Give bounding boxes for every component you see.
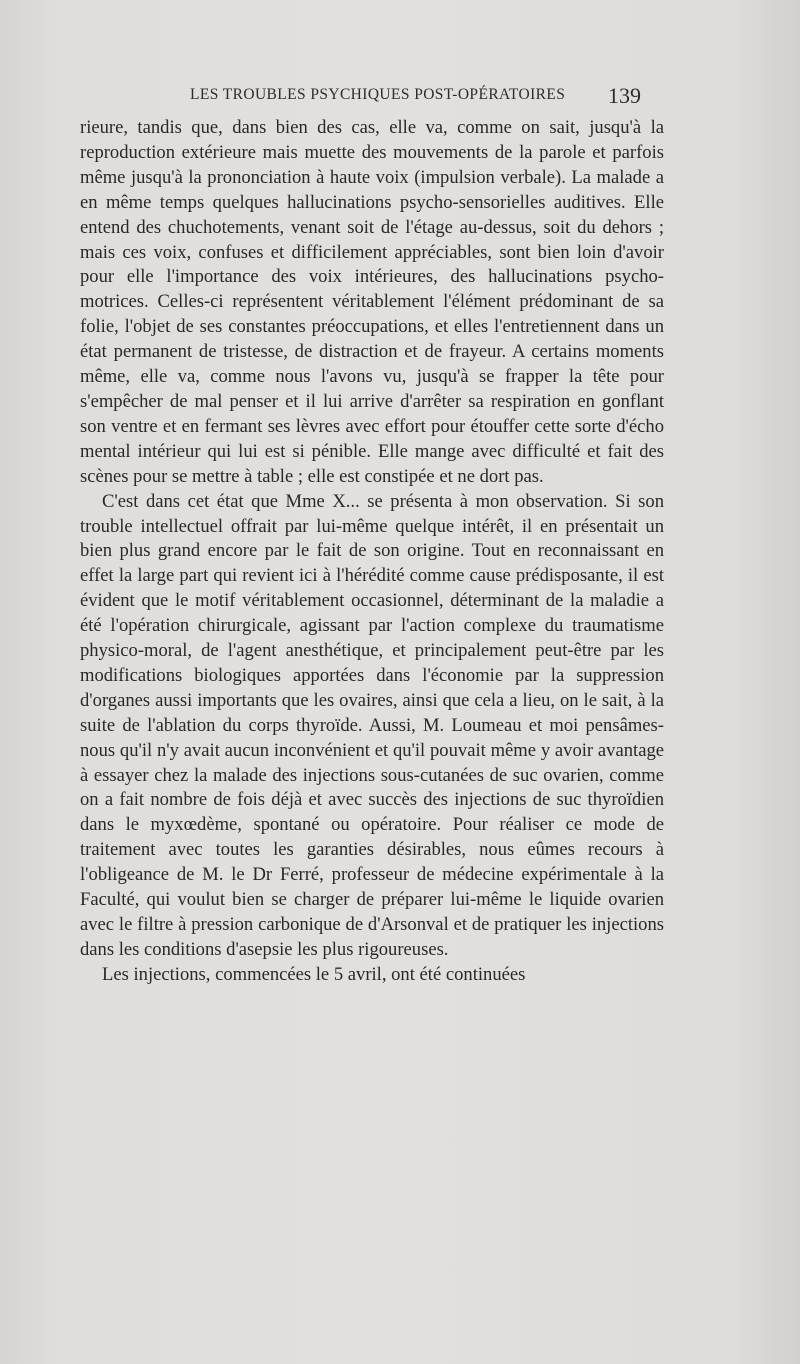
body-text [80,116,664,988]
running-header: LES TROUBLES PSYCHIQUES POST-OPÉRATOIRES [190,86,566,103]
paragraph-1: rieure, tandis que, dans bien des cas, elle va, comme on sait, jusqu'à la reproduction extérieure mais muette des mouvements de la parole et parfois même jusqu'à la prononciation à haute voix (impulsion verbale). La malade a en même temps quelques hallucinations psycho-sensorielles auditives. Elle entend des chuchotements, venant soit de l'étage au-dessus, soit du dehors ; mais ces voix, confuses et difficilement appréciables, sont bien loin d'avoir pour elle l'importance des voix intérieures, des hallucinations psycho-motrices. Celles-ci représentent véritablement l'élément prédominant de sa folie, l'objet de ses constantes préoccupations, et elles l'entretiennent dans un état permanent de tristesse, de distraction et de frayeur. A certains moments même, elle va, comme nous l'avons vu, jusqu'à se frapper la tête pour s'empêcher de mal penser et il lui arrive d'arrêter sa respiration en gonflant son ventre et en fermant ses lèvres avec effort pour étouffer cette sorte d'écho mental intérieur qui lui est si pénible. Elle mange avec difficulté et fait des scènes pour se mettre à table ; elle est constipée et ne dort pas. [80,117,664,487]
paragraph-2: C'est dans cet état que Mme X... se présenta à mon observation. Si son trouble intellectuel offrait par lui-même quelque intérêt, il en présentait un bien plus grand encore par le fait de son origine. Tout en reconnaissant en effet la large part qui revient ici à l'hérédité comme cause prédisposante, il est évident que le motif véritablement occasionnel, déterminant de la maladie a été l'opération chirurgicale, agissant par l'action complexe du traumatisme physico-moral, de l'agent anesthétique, et principalement peut-être par les modifications biologiques apportées dans l'économie par la suppression d'organes aussi importants que les ovaires, ainsi que cela a lieu, on le sait, à la suite de l'ablation du corps thyroïde. Aussi, M. Loumeau et moi pensâmes-nous qu'il n'y avait aucun inconvénient et qu'il pouvait même y avoir avantage à essayer chez la malade des injections sous-cutanées de suc ovarien, comme on a fait nombre de fois déjà et avec succès des injections de suc thyroïdien dans le myxœdème, spontané ou opératoire. Pour réaliser ce mode de traitement avec toutes les garanties désirables, nous eûmes recours à l'obligeance de M. le Dr Ferré, professeur de médecine expérimentale à la Faculté, qui voulut bien se charger de préparer lui-même le liquide ovarien avec le filtre à pression carbonique de d'Arsonval et de pratiquer les injections dans les conditions d'asepsie les plus rigoureuses. [80,490,664,960]
page-number: 139 [608,83,641,108]
paragraph-3: Les injections, commencées le 5 avril, ont été continuées [102,963,526,985]
